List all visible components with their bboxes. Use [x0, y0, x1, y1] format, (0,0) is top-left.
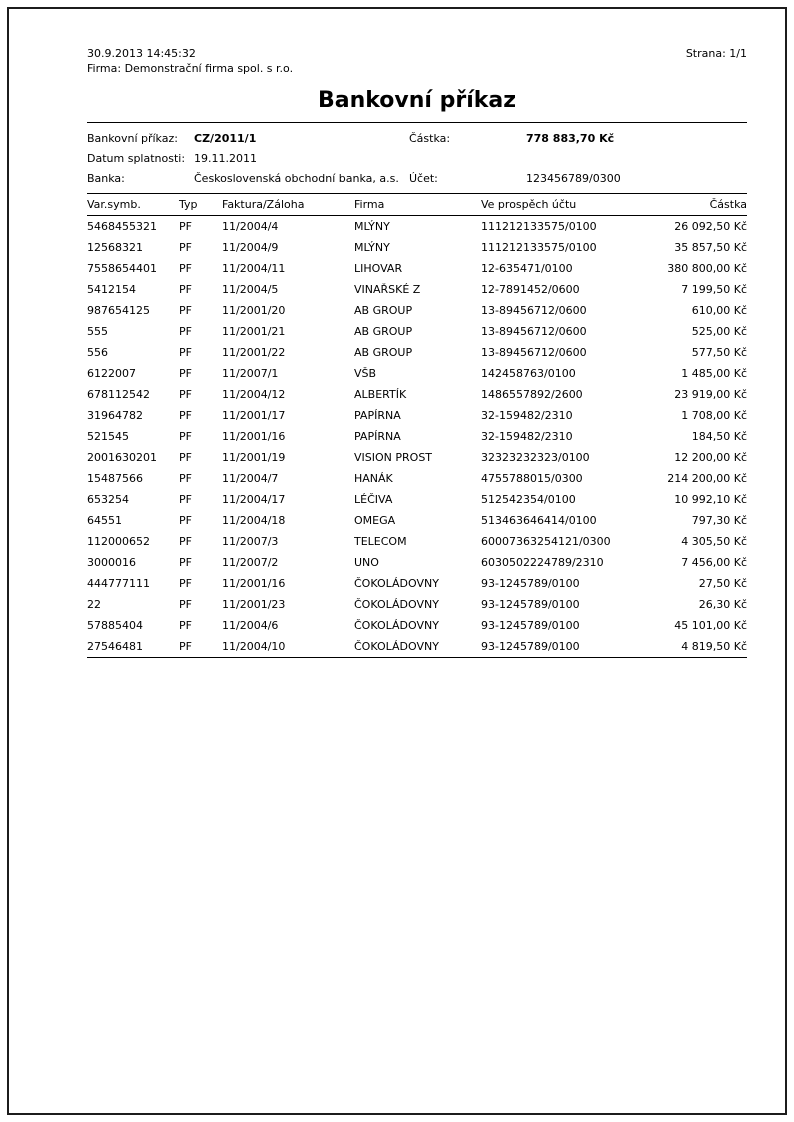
order-label: Bankovní příkaz:	[87, 132, 178, 145]
cell-firma: VINAŘSKÉ Z	[354, 283, 421, 296]
cell-faktura-zaloha: 11/2007/3	[222, 535, 279, 548]
cell-firma: PAPÍRNA	[354, 409, 401, 422]
page-number: Strana: 1/1	[685, 47, 747, 60]
table-header-row	[87, 194, 747, 216]
cell-castka: 27,50 Kč	[698, 577, 747, 590]
cell-faktura-zaloha: 11/2001/19	[222, 451, 286, 464]
cell-typ: PF	[179, 346, 192, 359]
col-castka: Částka	[661, 194, 747, 216]
firm-line: Firma: Demonstrační firma spol. s r.o.	[87, 62, 294, 75]
cell-typ: PF	[179, 619, 192, 632]
cell-typ: PF	[179, 514, 192, 527]
table-row	[87, 468, 747, 489]
cell-firma: MLÝNY	[354, 220, 390, 233]
cell-ucet: 13-89456712/0600	[481, 346, 587, 359]
table-row	[87, 594, 747, 615]
cell-var-symb: 555	[87, 325, 108, 338]
summary-row-order	[87, 129, 747, 149]
order-summary	[87, 129, 747, 189]
cell-ucet: 13-89456712/0600	[481, 325, 587, 338]
cell-typ: PF	[179, 472, 192, 485]
cell-var-symb: 678112542	[87, 388, 150, 401]
cell-castka: 10 992,10 Kč	[674, 493, 747, 506]
cell-ucet: 60007363254121/0300	[481, 535, 611, 548]
cell-var-symb: 444777111	[87, 577, 150, 590]
cell-ucet: 12-635471/0100	[481, 262, 573, 275]
col-ucet: Ve prospěch účtu	[481, 194, 661, 216]
table-row	[87, 426, 747, 447]
table-row	[87, 636, 747, 658]
cell-castka: 23 919,00 Kč	[674, 388, 747, 401]
due-date-label: Datum splatnosti:	[87, 152, 186, 165]
table-row	[87, 489, 747, 510]
due-date-value: 19.11.2011	[194, 152, 257, 165]
cell-firma: UNO	[354, 556, 379, 569]
cell-faktura-zaloha: 11/2004/9	[222, 241, 279, 254]
cell-faktura-zaloha: 11/2007/1	[222, 367, 279, 380]
cell-castka: 12 200,00 Kč	[674, 451, 747, 464]
cell-typ: PF	[179, 430, 192, 443]
cell-var-symb: 15487566	[87, 472, 143, 485]
table-row	[87, 615, 747, 636]
cell-castka: 610,00 Kč	[691, 304, 747, 317]
cell-firma: AB GROUP	[354, 304, 413, 317]
page-border	[7, 7, 787, 1115]
cell-castka: 7 456,00 Kč	[681, 556, 747, 569]
cell-castka: 184,50 Kč	[691, 430, 747, 443]
report-content	[87, 47, 747, 658]
cell-faktura-zaloha: 11/2004/5	[222, 283, 279, 296]
cell-firma: AB GROUP	[354, 346, 413, 359]
report-meta-row	[87, 47, 747, 61]
title-divider	[87, 122, 747, 123]
cell-typ: PF	[179, 304, 192, 317]
cell-castka: 45 101,00 Kč	[674, 619, 747, 632]
col-faktura-zaloha: Faktura/Záloha	[222, 194, 354, 216]
cell-faktura-zaloha: 11/2007/2	[222, 556, 279, 569]
cell-var-symb: 6122007	[87, 367, 136, 380]
cell-typ: PF	[179, 598, 192, 611]
cell-ucet: 4755788015/0300	[481, 472, 583, 485]
cell-faktura-zaloha: 11/2004/11	[222, 262, 286, 275]
col-typ: Typ	[179, 194, 222, 216]
order-number: CZ/2011/1	[194, 132, 257, 145]
cell-typ: PF	[179, 325, 192, 338]
cell-typ: PF	[179, 409, 192, 422]
cell-typ: PF	[179, 241, 192, 254]
order-table-body	[87, 216, 747, 658]
table-row	[87, 384, 747, 405]
account-number: 123456789/0300	[526, 172, 621, 185]
cell-faktura-zaloha: 11/2004/17	[222, 493, 286, 506]
table-row	[87, 573, 747, 594]
cell-castka: 26,30 Kč	[698, 598, 747, 611]
cell-faktura-zaloha: 11/2001/16	[222, 577, 286, 590]
cell-ucet: 32323232323/0100	[481, 451, 590, 464]
cell-faktura-zaloha: 11/2004/12	[222, 388, 286, 401]
cell-firma: VISION PROST	[354, 451, 433, 464]
cell-castka: 1 485,00 Kč	[681, 367, 747, 380]
cell-firma: ČOKOLÁDOVNY	[354, 598, 439, 611]
table-row	[87, 447, 747, 468]
cell-faktura-zaloha: 11/2001/16	[222, 430, 286, 443]
cell-ucet: 93-1245789/0100	[481, 619, 580, 632]
table-row	[87, 405, 747, 426]
cell-ucet: 6030502224789/2310	[481, 556, 604, 569]
table-row	[87, 300, 747, 321]
cell-firma: TELECOM	[354, 535, 407, 548]
cell-castka: 26 092,50 Kč	[674, 220, 747, 233]
table-row	[87, 237, 747, 258]
order-table-head	[87, 194, 747, 216]
cell-typ: PF	[179, 535, 192, 548]
summary-row-bank	[87, 169, 747, 189]
cell-firma: HANÁK	[354, 472, 393, 485]
cell-var-symb: 112000652	[87, 535, 150, 548]
cell-castka: 214 200,00 Kč	[667, 472, 747, 485]
cell-faktura-zaloha: 11/2004/18	[222, 514, 286, 527]
cell-var-symb: 653254	[87, 493, 129, 506]
cell-var-symb: 22	[87, 598, 101, 611]
cell-var-symb: 27546481	[87, 640, 143, 653]
cell-firma: OMEGA	[354, 514, 396, 527]
cell-var-symb: 31964782	[87, 409, 143, 422]
table-row	[87, 321, 747, 342]
cell-var-symb: 7558654401	[87, 262, 157, 275]
cell-typ: PF	[179, 283, 192, 296]
cell-castka: 4 819,50 Kč	[681, 640, 747, 653]
cell-firma: ČOKOLÁDOVNY	[354, 640, 439, 653]
bank-label: Banka:	[87, 172, 125, 185]
cell-typ: PF	[179, 220, 192, 233]
cell-castka: 577,50 Kč	[691, 346, 747, 359]
order-table	[87, 193, 747, 658]
cell-typ: PF	[179, 640, 192, 653]
cell-ucet: 93-1245789/0100	[481, 577, 580, 590]
table-row	[87, 510, 747, 531]
cell-var-symb: 556	[87, 346, 108, 359]
summary-row-due-date	[87, 149, 747, 169]
cell-var-symb: 3000016	[87, 556, 136, 569]
cell-var-symb: 5468455321	[87, 220, 157, 233]
cell-firma: PAPÍRNA	[354, 430, 401, 443]
cell-firma: LIHOVAR	[354, 262, 403, 275]
cell-firma: ALBERTÍK	[354, 388, 407, 401]
col-var-symb: Var.symb.	[87, 194, 179, 216]
table-row	[87, 531, 747, 552]
cell-faktura-zaloha: 11/2001/17	[222, 409, 286, 422]
table-row	[87, 552, 747, 573]
cell-typ: PF	[179, 577, 192, 590]
cell-typ: PF	[179, 451, 192, 464]
cell-faktura-zaloha: 11/2004/7	[222, 472, 279, 485]
print-datetime: 30.9.2013 14:45:32	[87, 47, 196, 60]
cell-ucet: 513463646414/0100	[481, 514, 597, 527]
bank-name: Československá obchodní banka, a.s.	[194, 172, 399, 185]
cell-var-symb: 12568321	[87, 241, 143, 254]
report-title: Bankovní příkaz	[317, 88, 517, 113]
table-row	[87, 279, 747, 300]
cell-faktura-zaloha: 11/2001/21	[222, 325, 286, 338]
cell-faktura-zaloha: 11/2001/20	[222, 304, 286, 317]
col-firma: Firma	[354, 194, 481, 216]
cell-castka: 797,30 Kč	[691, 514, 747, 527]
cell-faktura-zaloha: 11/2004/6	[222, 619, 279, 632]
cell-ucet: 32-159482/2310	[481, 430, 573, 443]
table-row	[87, 216, 747, 238]
cell-ucet: 142458763/0100	[481, 367, 576, 380]
cell-var-symb: 2001630201	[87, 451, 157, 464]
cell-ucet: 93-1245789/0100	[481, 598, 580, 611]
cell-faktura-zaloha: 11/2004/10	[222, 640, 286, 653]
cell-ucet: 111212133575/0100	[481, 220, 597, 233]
cell-ucet: 13-89456712/0600	[481, 304, 587, 317]
cell-var-symb: 987654125	[87, 304, 150, 317]
cell-firma: ČOKOLÁDOVNY	[354, 619, 439, 632]
cell-firma: LÉČIVA	[354, 493, 393, 506]
cell-castka: 525,00 Kč	[691, 325, 747, 338]
amount-label: Částka:	[409, 132, 451, 145]
amount-total: 778 883,70 Kč	[526, 132, 615, 145]
table-row	[87, 258, 747, 279]
table-row	[87, 342, 747, 363]
cell-ucet: 111212133575/0100	[481, 241, 597, 254]
cell-castka: 1 708,00 Kč	[681, 409, 747, 422]
cell-typ: PF	[179, 388, 192, 401]
cell-firma: AB GROUP	[354, 325, 413, 338]
cell-typ: PF	[179, 493, 192, 506]
table-row	[87, 363, 747, 384]
cell-ucet: 32-159482/2310	[481, 409, 573, 422]
cell-castka: 7 199,50 Kč	[681, 283, 747, 296]
cell-faktura-zaloha: 11/2001/22	[222, 346, 286, 359]
cell-typ: PF	[179, 262, 192, 275]
cell-var-symb: 64551	[87, 514, 122, 527]
cell-firma: VŠB	[354, 367, 377, 380]
cell-castka: 380 800,00 Kč	[667, 262, 747, 275]
cell-var-symb: 521545	[87, 430, 129, 443]
cell-typ: PF	[179, 367, 192, 380]
cell-firma: MLÝNY	[354, 241, 390, 254]
cell-ucet: 12-7891452/0600	[481, 283, 580, 296]
cell-var-symb: 5412154	[87, 283, 136, 296]
cell-typ: PF	[179, 556, 192, 569]
cell-castka: 4 305,50 Kč	[681, 535, 747, 548]
cell-ucet: 93-1245789/0100	[481, 640, 580, 653]
cell-castka: 35 857,50 Kč	[674, 241, 747, 254]
cell-ucet: 512542354/0100	[481, 493, 576, 506]
cell-faktura-zaloha: 11/2004/4	[222, 220, 279, 233]
cell-ucet: 1486557892/2600	[481, 388, 583, 401]
cell-var-symb: 57885404	[87, 619, 143, 632]
cell-faktura-zaloha: 11/2001/23	[222, 598, 286, 611]
cell-firma: ČOKOLÁDOVNY	[354, 577, 439, 590]
account-label: Účet:	[409, 172, 438, 185]
